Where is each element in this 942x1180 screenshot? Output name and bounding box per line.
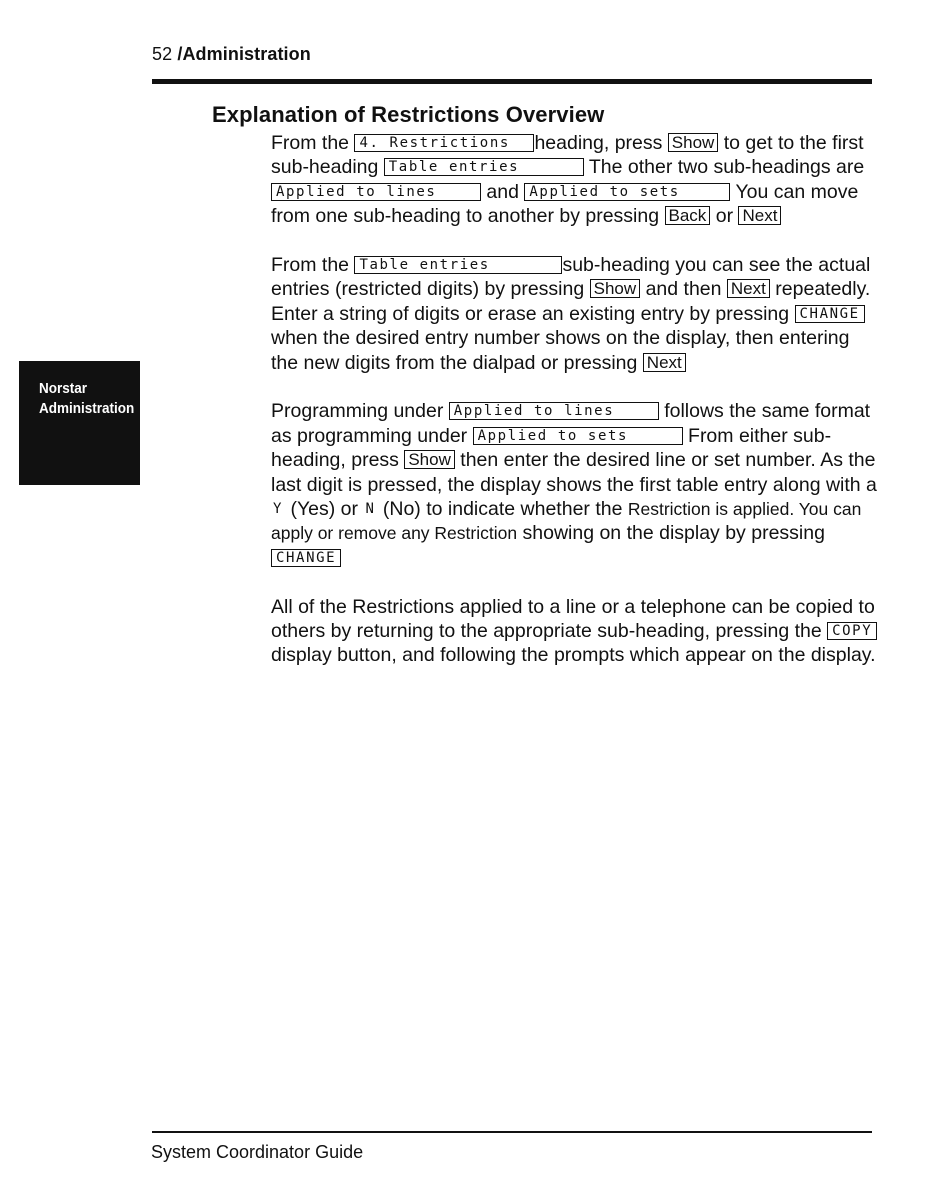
display-table-entries: Table entries	[384, 158, 584, 176]
section-title: /Administration	[177, 44, 311, 64]
text: to get to the first sub-heading	[271, 132, 864, 179]
text: (No) to indicate whether the	[382, 498, 623, 521]
section-heading: Explanation of Restrictions Overview	[212, 102, 605, 127]
text: and then	[645, 278, 722, 301]
display-applied-to-lines: Applied to lines	[449, 402, 659, 420]
paragraph-2	[271, 253, 881, 375]
text: sub-heading you can see the actual entries (restricted digits) by pressing	[271, 254, 871, 301]
page-footer: System Coordinator Guide	[151, 1142, 364, 1162]
show-key: Show	[590, 279, 641, 298]
display-applied-to-lines: Applied to lines	[271, 183, 481, 201]
text: You can move from one sub-heading to another by pressing	[271, 180, 859, 228]
paragraph-1	[271, 131, 881, 229]
text: Programming under	[271, 400, 444, 423]
display-table-entries: Table entries	[354, 256, 562, 274]
side-tab-line-2: Administration	[39, 400, 135, 417]
text: From the	[271, 254, 350, 277]
display-copy-key: COPY	[827, 622, 877, 640]
text: All of the Restrictions applied to a line or a telephone can be copied to others by returning to the appropriate sub-heading, pressing the	[271, 595, 875, 643]
text: then enter the desired line or set number. As the last digit is pressed, the display shows the first table entry along with a	[271, 449, 877, 496]
display-restrictions-heading: 4. Restrictions	[354, 134, 534, 152]
display-n: N	[365, 501, 376, 518]
text: From the	[271, 132, 350, 154]
side-tab-line-1: Norstar	[39, 380, 88, 397]
next-key: Next	[643, 353, 686, 372]
paragraph-4	[271, 595, 881, 668]
body-text	[271, 131, 881, 692]
show-key: Show	[404, 450, 455, 469]
next-key: Next	[727, 279, 770, 298]
paragraph-3	[271, 399, 881, 570]
text: when the desired entry number shows on the display, then entering the new digits from the dialpad or pressing	[271, 327, 850, 374]
text: showing on the display by pressing	[522, 522, 825, 545]
text: From either sub-heading, press	[271, 424, 832, 472]
text: Restriction is applied. You can apply or remove any Restriction	[271, 499, 862, 544]
footer-rule	[152, 1131, 872, 1133]
header-rule	[152, 79, 872, 84]
back-key: Back	[665, 206, 711, 225]
text: repeatedly. Enter a string of digits or erase an existing entry by pressing	[271, 278, 871, 325]
text: and	[486, 180, 519, 203]
page-number: 52	[152, 44, 173, 64]
display-applied-to-sets: Applied to sets	[524, 183, 730, 201]
text: (Yes) or	[290, 498, 359, 521]
text: or	[715, 205, 734, 228]
display-change-key: CHANGE	[795, 305, 865, 323]
page-header	[152, 44, 311, 65]
text: The other two sub-headings are	[588, 156, 865, 179]
display-change-key: CHANGE	[271, 549, 341, 567]
text: follows the same format as programming under	[271, 400, 871, 447]
show-key: Show	[668, 133, 719, 152]
side-tab	[19, 361, 140, 485]
display-applied-to-sets: Applied to sets	[473, 427, 683, 445]
text: heading, press	[534, 132, 663, 154]
text: display button, and following the prompts which appear on the display.	[271, 644, 876, 667]
next-key: Next	[738, 206, 781, 225]
display-y: Y	[273, 501, 284, 518]
